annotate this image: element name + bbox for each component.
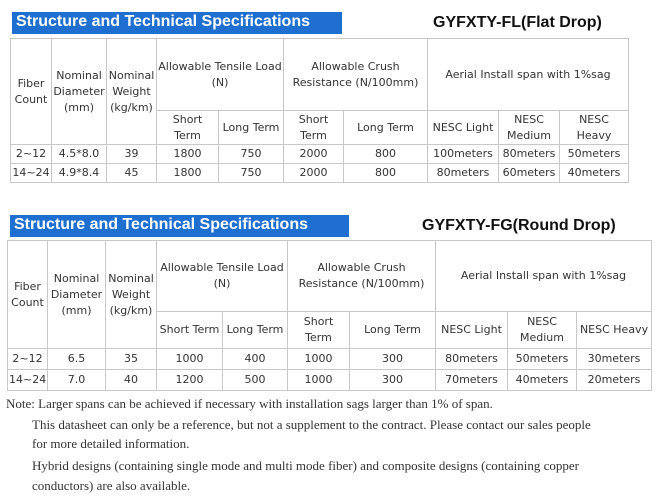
tensile-load-header: Allowable Tensile Load (N) bbox=[157, 39, 284, 111]
note-line: Note: Larger spans can be achieved if necessary with installation sags larger than 1% of span. bbox=[6, 396, 493, 411]
table-cell: 500 bbox=[223, 370, 288, 391]
nesc-heavy-header: NESC Heavy bbox=[560, 111, 629, 145]
table-cell: 750 bbox=[219, 145, 284, 164]
tensile-short-term-header: Short Term bbox=[157, 312, 223, 349]
crush-long-term-header: Long Term bbox=[344, 111, 428, 145]
table-cell: 1000 bbox=[288, 349, 350, 370]
table-cell: 40meters bbox=[508, 370, 577, 391]
nominal-weight-header: Nominal Weight (kg/km) bbox=[106, 241, 157, 349]
table-cell: 1000 bbox=[288, 370, 350, 391]
table-cell: 45 bbox=[107, 164, 157, 183]
table-cell: 400 bbox=[223, 349, 288, 370]
table-cell: 80meters bbox=[436, 349, 508, 370]
table-cell: 70meters bbox=[436, 370, 508, 391]
nominal-diameter-header: Nominal Diameter (mm) bbox=[52, 39, 107, 145]
table-cell: 50meters bbox=[508, 349, 577, 370]
table-cell: 40 bbox=[106, 370, 157, 391]
table-cell: 50meters bbox=[560, 145, 629, 164]
note-line: for more detailed information. bbox=[32, 436, 190, 451]
nesc-medium-header: NESC Medium bbox=[508, 312, 577, 349]
nominal-diameter-header: Nominal Diameter (mm) bbox=[48, 241, 106, 349]
table-cell: 800 bbox=[344, 145, 428, 164]
note-line: Hybrid designs (containing single mode and multi mode fiber) and composite designs (containing copper bbox=[32, 458, 579, 473]
table-cell: 750 bbox=[219, 164, 284, 183]
table-cell: 100meters bbox=[428, 145, 499, 164]
table-cell: 35 bbox=[106, 349, 157, 370]
table-cell: 14~24 bbox=[11, 164, 52, 183]
table-cell: 2000 bbox=[284, 145, 344, 164]
fg-spec-table bbox=[7, 240, 652, 391]
table-cell: 40meters bbox=[560, 164, 629, 183]
table-cell: 4.5*8.0 bbox=[52, 145, 107, 164]
aerial-span-header: Aerial Install span with 1%sag bbox=[428, 39, 629, 111]
table-cell: 80meters bbox=[428, 164, 499, 183]
fl-product-title: GYFXTY-FL(Flat Drop) bbox=[433, 14, 602, 31]
table-row bbox=[11, 164, 629, 183]
crush-short-term-header: Short Term bbox=[284, 111, 344, 145]
nesc-medium-header: NESC Medium bbox=[499, 111, 560, 145]
nesc-heavy-header: NESC Heavy bbox=[577, 312, 652, 349]
table-row bbox=[11, 145, 629, 164]
table-cell: 2000 bbox=[284, 164, 344, 183]
tensile-long-term-header: Long Term bbox=[223, 312, 288, 349]
tensile-long-term-header: Long Term bbox=[219, 111, 284, 145]
table-cell: 2~12 bbox=[8, 349, 48, 370]
table-cell: 4.9*8.4 bbox=[52, 164, 107, 183]
fg-banner: Structure and Technical Specifications bbox=[10, 215, 349, 237]
nesc-light-header: NESC Light bbox=[436, 312, 508, 349]
table-cell: 2~12 bbox=[11, 145, 52, 164]
crush-resistance-header: Allowable Crush Resistance (N/100mm) bbox=[288, 241, 436, 312]
fiber-count-header: Fiber Count bbox=[11, 39, 52, 145]
table-cell: 300 bbox=[350, 370, 436, 391]
nesc-light-header: NESC Light bbox=[428, 111, 499, 145]
fiber-count-header: Fiber Count bbox=[8, 241, 48, 349]
table-row bbox=[8, 349, 652, 370]
table-cell: 20meters bbox=[577, 370, 652, 391]
fl-spec-table bbox=[10, 38, 629, 183]
table-cell: 7.0 bbox=[48, 370, 106, 391]
aerial-span-header: Aerial Install span with 1%sag bbox=[436, 241, 652, 312]
table-cell: 39 bbox=[107, 145, 157, 164]
table-row bbox=[8, 370, 652, 391]
fl-banner: Structure and Technical Specifications bbox=[12, 12, 342, 34]
table-cell: 30meters bbox=[577, 349, 652, 370]
crush-long-term-header: Long Term bbox=[350, 312, 436, 349]
table-cell: 1800 bbox=[157, 164, 219, 183]
fg-product-title: GYFXTY-FG(Round Drop) bbox=[422, 217, 616, 234]
crush-resistance-header: Allowable Crush Resistance (N/100mm) bbox=[284, 39, 428, 111]
table-cell: 60meters bbox=[499, 164, 560, 183]
nominal-weight-header: Nominal Weight (kg/km) bbox=[107, 39, 157, 145]
tensile-load-header: Allowable Tensile Load (N) bbox=[157, 241, 288, 312]
note-line: This datasheet can only be a reference, but not a supplement to the contract. Please contact our sales people bbox=[32, 417, 591, 432]
crush-short-term-header: Short Term bbox=[288, 312, 350, 349]
table-cell: 1200 bbox=[157, 370, 223, 391]
note-line: conductors) are also available. bbox=[32, 478, 191, 493]
table-cell: 800 bbox=[344, 164, 428, 183]
table-cell: 6.5 bbox=[48, 349, 106, 370]
table-cell: 300 bbox=[350, 349, 436, 370]
table-cell: 1800 bbox=[157, 145, 219, 164]
table-cell: 1000 bbox=[157, 349, 223, 370]
table-cell: 80meters bbox=[499, 145, 560, 164]
tensile-short-term-header: Short Term bbox=[157, 111, 219, 145]
table-cell: 14~24 bbox=[8, 370, 48, 391]
